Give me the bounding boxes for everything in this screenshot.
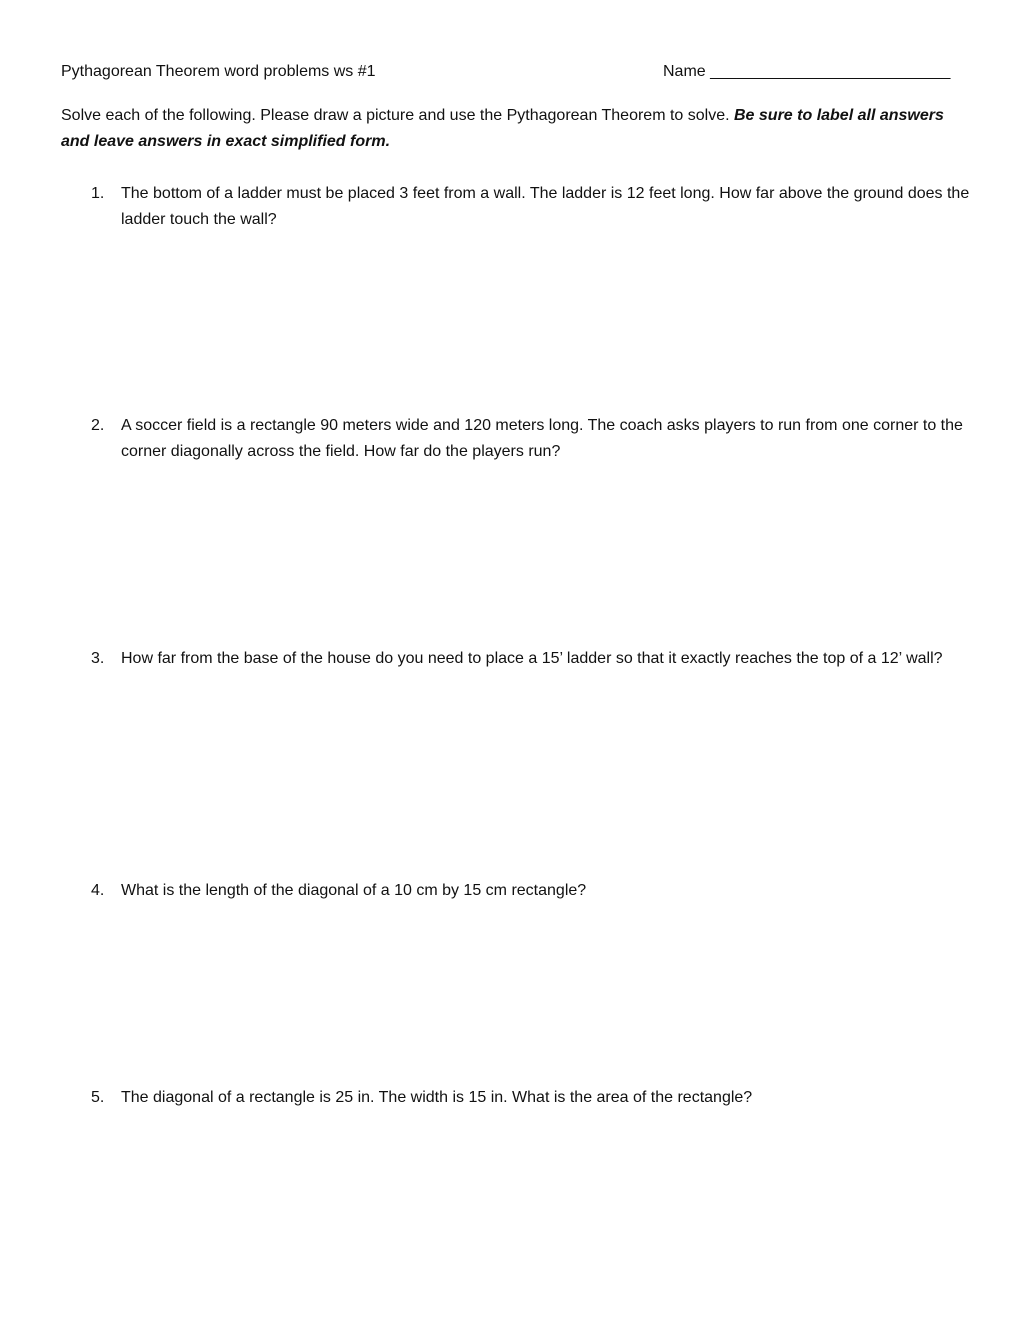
problem-number: 5. [91,1089,105,1106]
instructions-emphasis: Be sure to label all answers and leave answers in exact simplified form. [61,107,944,150]
instructions [61,103,961,155]
worksheet-title: Pythagorean Theorem word problems ws #1 [61,63,376,80]
problem-number: 3. [91,650,105,667]
problem-item [91,646,971,672]
problem-number: 1. [91,185,105,202]
problem-text: The bottom of a ladder must be placed 3 feet from a wall. The ladder is 12 feet long. How far above the ground does the ladder touch the wall? [121,185,970,228]
problem-text: A soccer field is a rectangle 90 meters wide and 120 meters long. The coach asks players to run from one corner to the corner diagonally across the field. How far do the players run? [121,417,963,460]
problem-item [91,1085,971,1111]
problem-item [91,181,971,233]
problem-number: 2. [91,417,105,434]
problem-text: What is the length of the diagonal of a 10 cm by 15 cm rectangle? [121,882,587,899]
problem-text: How far from the base of the house do you need to place a 15’ ladder so that it exactly reaches the top of a 12’ wall? [121,650,943,667]
problem-number: 4. [91,882,105,899]
problem-item [91,878,971,904]
problem-item [91,413,971,465]
name-field-label: Name ___________________________ [663,63,951,80]
problem-text: The diagonal of a rectangle is 25 in. The width is 15 in. What is the area of the rectangle? [121,1089,753,1106]
instructions-text: Solve each of the following. Please draw a picture and use the Pythagorean Theorem to solve. [61,107,734,124]
